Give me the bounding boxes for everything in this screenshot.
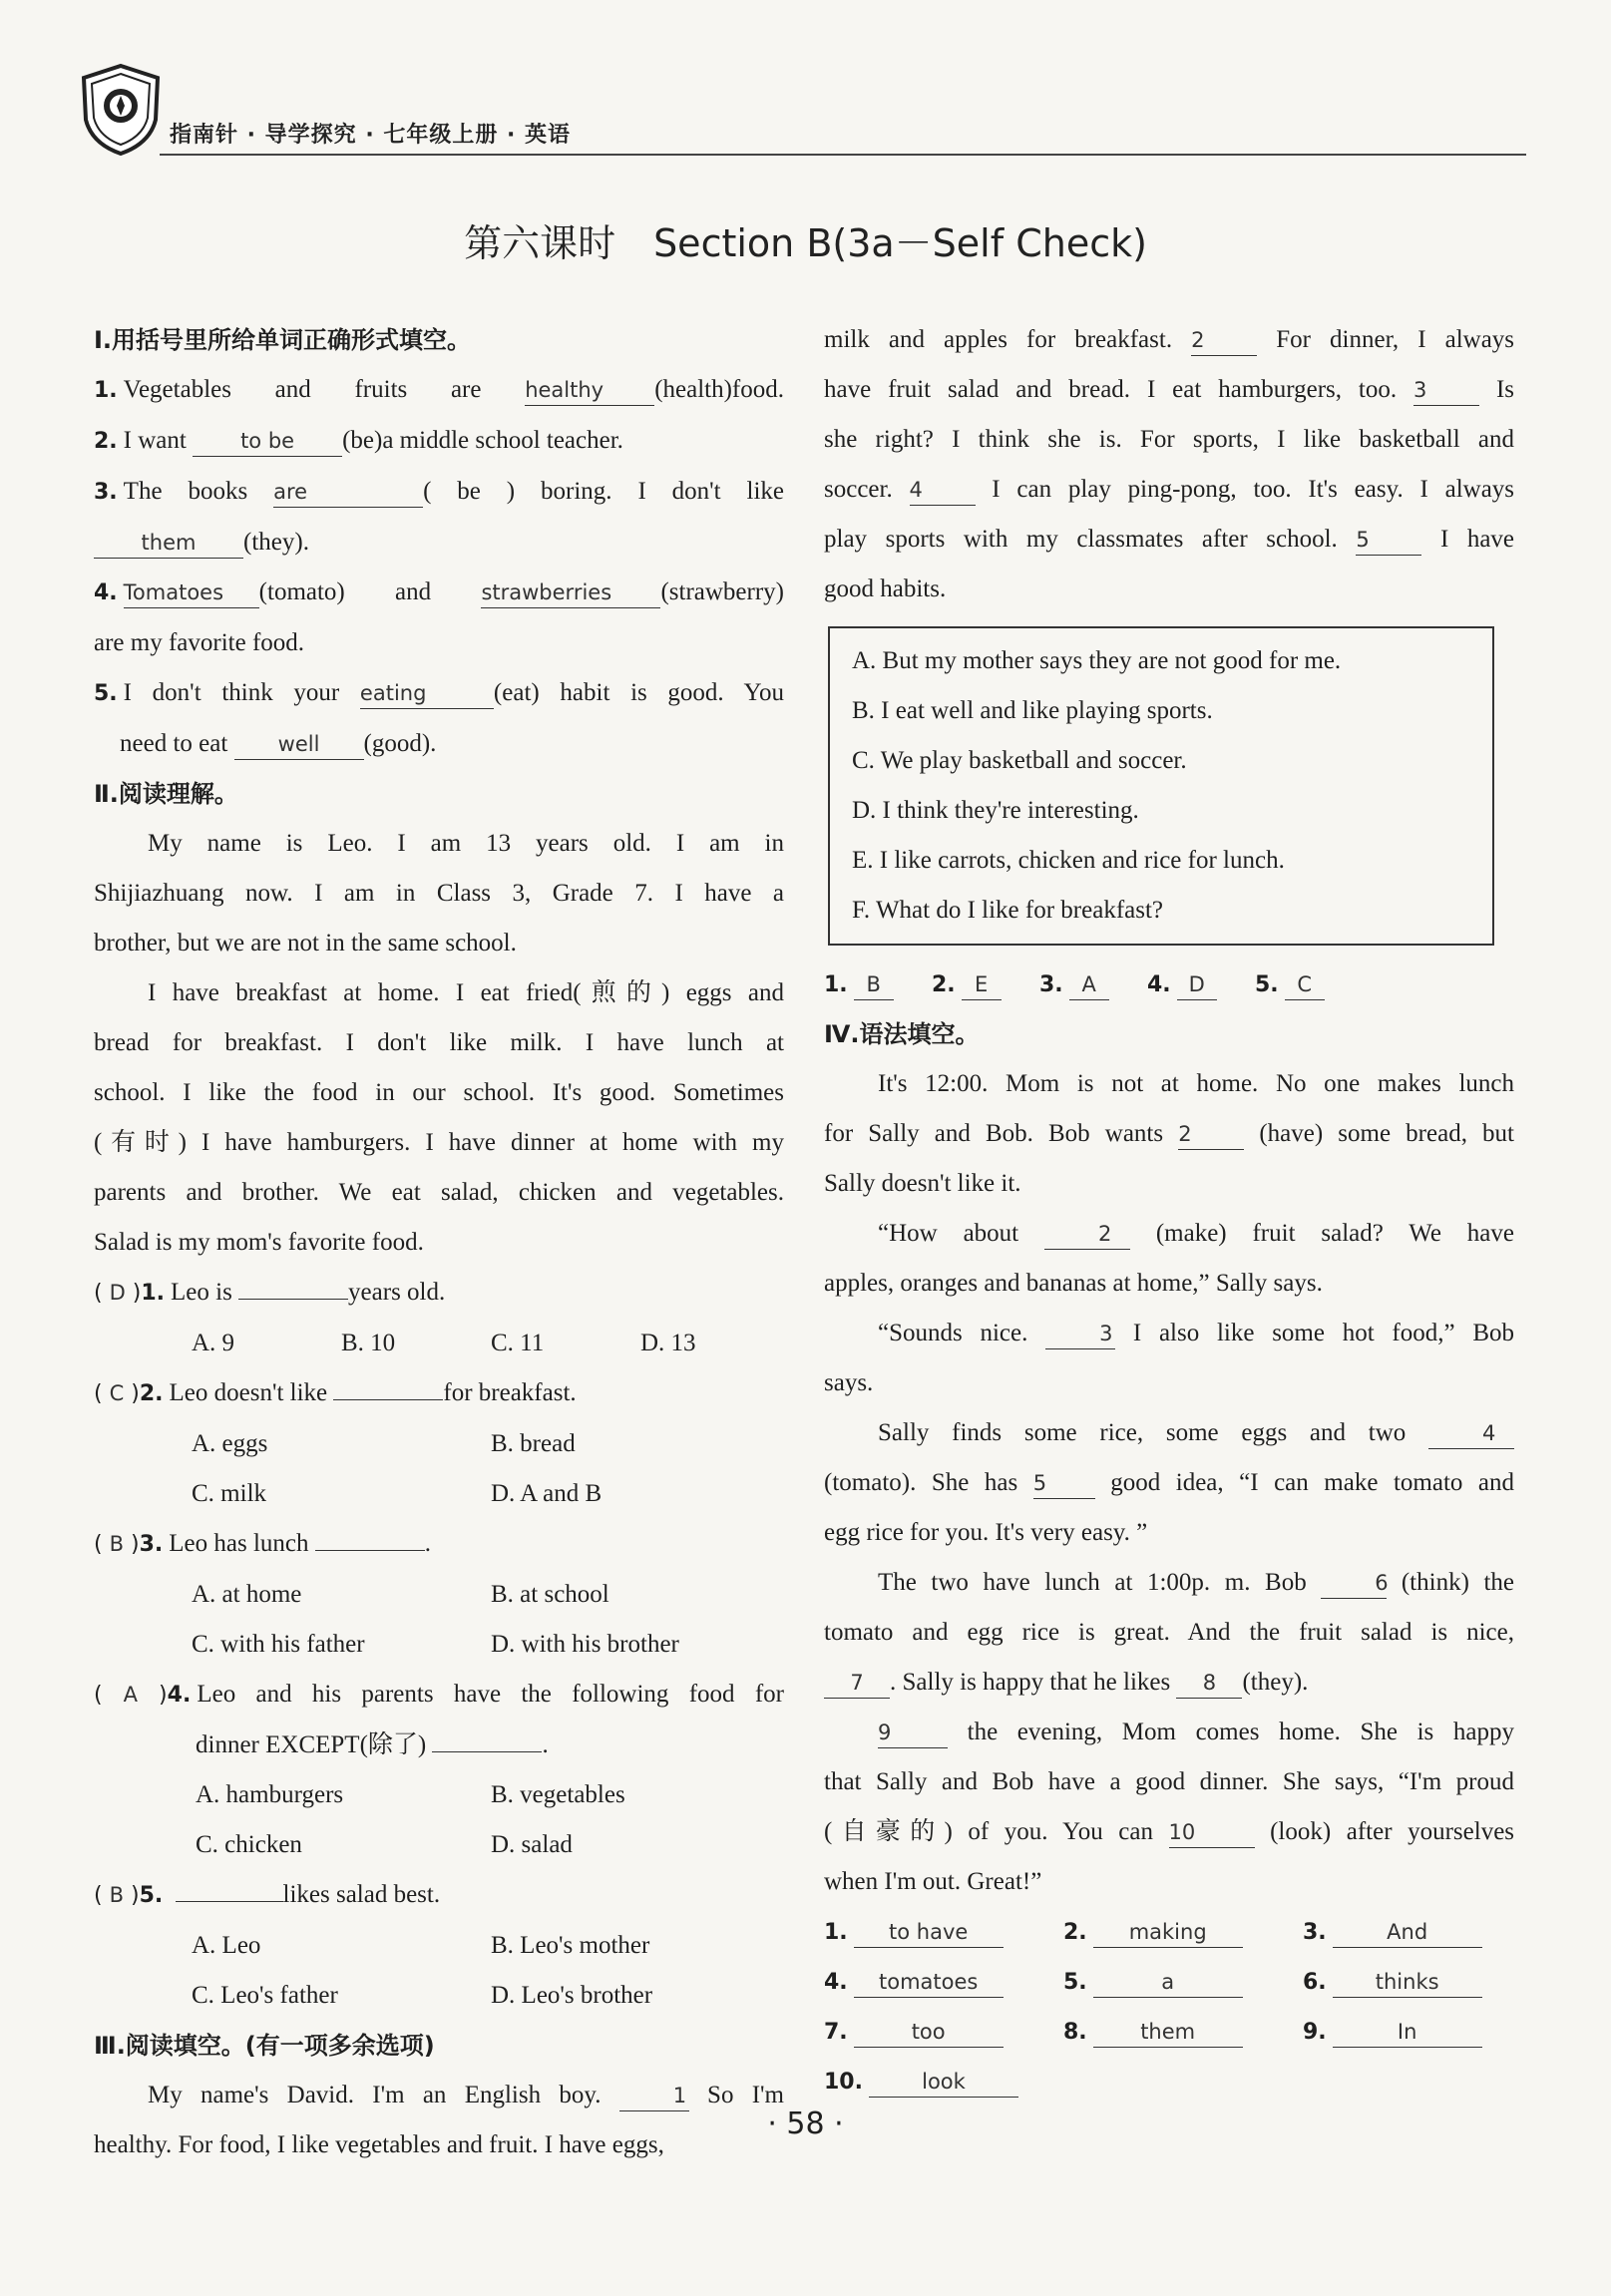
answer-blank[interactable]: A — [1069, 969, 1109, 1000]
answer-blank[interactable]: are — [273, 477, 423, 508]
answer-blank[interactable]: look — [869, 2067, 1018, 2098]
answer-blank[interactable]: D — [1177, 969, 1217, 1000]
options-box — [828, 626, 1494, 946]
section-4-answers-row-1: 1. to have 2. making 3. And — [824, 1907, 1514, 1957]
section-3-heading: Ⅲ.阅读填空。(有一项多余选项) — [94, 2032, 435, 2060]
option-b[interactable]: B. 10 — [341, 1330, 396, 1356]
answer-blank[interactable]: tomatoes — [854, 1967, 1004, 1998]
option-a[interactable]: A. 9 — [192, 1330, 235, 1356]
option-b[interactable]: B. bread — [491, 1430, 576, 1457]
answer-blank[interactable]: 2 — [1044, 1219, 1130, 1250]
section-4-heading: Ⅳ.语法填空。 — [824, 1020, 980, 1048]
mc-answer[interactable]: B — [109, 1532, 124, 1556]
answer-blank[interactable]: In — [1333, 2017, 1482, 2048]
mc-options-1 — [94, 1319, 784, 1368]
answer-blank[interactable]: 2 — [1191, 325, 1257, 356]
answer-blank[interactable]: 6 — [1321, 1568, 1387, 1599]
question-1-2: 2. I want to be (be)a middle school teacher. — [94, 416, 784, 467]
question-blank — [176, 1879, 283, 1902]
option-d[interactable]: D. A and B — [491, 1480, 603, 1507]
option-item: D. I think they're interesting. — [852, 797, 1139, 824]
question-blank — [432, 1729, 542, 1752]
option-a[interactable]: A. hamburgers — [196, 1781, 344, 1808]
answer-blank[interactable]: 1 — [619, 2081, 689, 2111]
mc-options-2 — [94, 1419, 784, 1469]
option-b[interactable]: B. vegetables — [491, 1781, 625, 1808]
option-a[interactable]: A. at home — [192, 1581, 302, 1608]
question-1-4-cont: are my favorite food. — [94, 629, 305, 656]
section-4-answers-row-3: 7. too 8. them 9. In — [824, 2007, 1514, 2057]
answer-blank[interactable]: well — [234, 729, 364, 760]
answer-blank[interactable]: making — [1093, 1917, 1243, 1948]
passage-3-line: healthy. For food, I like vegetables and fruit. I have eggs, — [94, 2131, 664, 2158]
mc-answer[interactable]: D — [109, 1281, 126, 1305]
option-b[interactable]: B. at school — [491, 1581, 609, 1608]
mc-question-5: ( B )5. likes salad best. — [94, 1881, 441, 1908]
section-4-answers-row-4: 10. look — [824, 2057, 1514, 2106]
option-c[interactable]: C. milk — [192, 1480, 267, 1507]
mc-question-1: ( D )1. Leo is years old. — [94, 1279, 446, 1306]
answer-blank[interactable]: to be — [193, 426, 342, 457]
section-4-answers-row-2: 4. tomatoes 5. a 6. thinks — [824, 1957, 1514, 2007]
book-series-title: 指南针 · 导学探究 · 七年级上册 · 英语 — [170, 123, 572, 148]
answer-blank[interactable]: 4 — [1428, 1418, 1514, 1449]
right-column: milk and apples for breakfast. 2 For dinner, I always have fruit salad and bread. I eat hamburgers, too. 3 Is she right? I think she is. For sports, I like basketball and soccer. 4 I can play ping-pong, too. It's easy. I always play sports with my classmates after school. 5 I have good habits. A. But my mother says they are not good for me. B. I eat well and like playing sports. C. We play basketball and soccer. D. I think they're interesting. E. I like carrots, chicken and rice for lunch. F. What do I like for breakfast? 1. B 2. E 3. A 4. D 5. C Ⅳ.语法填空。 It's 12:00. Mom is not at home. No one makes lunch for Sally and Bob. Bob wants 2 (have) some bread, but Sally doesn't like it. “How about 2 (make) fruit salad? We have apples, oranges and bananas at home,” Sally says. “Sounds nice. 3 I also like some hot food,” Bob says. Sally finds some rice, some eggs and two 4 (tomato). She has 5 good idea, “I can make tomato and egg rice for you. It's very easy. ” The two have lunch at 1:00p. m. Bob 6 (think) the tomato and egg rice is great. And the fruit salad is nice, 7 . Sally is happy that he likes 8 (they). 9 the evening, Mom comes home. She is happy that Sally and Bob have a good dinner. She says, “I'm proud (自豪的) of you. You can 10 (look) after yourselves when I'm out. Great!” 1. to have 2. making 3. And 4. tomatoes 5. a 6. thinks 7. too 8. them 9. In 10. look — [824, 315, 1514, 2106]
answer-blank[interactable]: eating — [360, 678, 494, 709]
passage-3-line: My name's David. I'm an English boy. 1 So I'm — [94, 2071, 784, 2120]
answer-blank[interactable]: 4 — [910, 475, 976, 506]
answer-blank[interactable]: B — [854, 969, 894, 1000]
option-a[interactable]: A. Leo — [192, 1932, 261, 1959]
lesson-title: 第六课时 Section B(3a－Self Check) — [464, 221, 1147, 265]
option-d[interactable]: D. 13 — [640, 1330, 696, 1356]
answer-blank[interactable]: 3 — [1413, 375, 1479, 406]
question-1-5-cont: need to eat well (good). — [94, 719, 784, 769]
reading-passage: My name is Leo. I am 13 years old. I am in Shijiazhuang now. I am in Class 3, Grade 7. I have a brother, but we are not in the same school. I have breakfast at home. I eat fried(煎的) eggs and bread for breakfast. I don't like milk. I have lunch at school. I like the food in our school. It's good. Sometimes (有时) I have hamburgers. I have dinner at home with my parents and brother. We eat salad, chicken and vegetables. Salad is my mom's favorite food. — [94, 830, 784, 1256]
option-item: F. What do I like for breakfast? — [852, 897, 1164, 924]
left-column: Ⅰ.用括号里所给单词正确形式填空。 1. Vegetables and fruits are healthy (health)food. 2. I want to be (be)a middle school teacher. 3. The books are ( be ) boring. I don't like them (they). 4. Tomatoes (tomato) and strawberries (strawberry) are my favorite food. 5. I don't think your eating (eat) habit is good. You need to eat well (good). Ⅱ.阅读理解。 My name is Leo. I am 13 years old. I am in Shijiazhuang now. I am in Class 3, Grade 7. I have a brother, but we are not in the same school. I have breakfast at home. I eat fried(煎的) eggs and bread for breakfast. I don't like milk. I have lunch at school. I like the food in our school. It's good. Sometimes (有时) I have hamburgers. I have dinner at home with my parents and brother. We eat salad, chicken and vegetables. Salad is my mom's favorite food. ( D )1. Leo is years old. A. 9 B. 10 C. 11 D. 13 ( C )2. Leo doesn't like for breakfast. A. eggs B. bread C. milk D. A and B ( B )3. Leo has lunch . A. at home B. at school C. with his father D. with his brother ( A )4. Leo and his parents have the following food for dinner EXCEPT(除了) . A. hamburgers B. vegetables C. chicken D. salad ( B )5. likes salad best. A. Leo B. Leo's mother C. Leo's father D. Leo's brother Ⅲ.阅读填空。(有一项多余选项) My name's David. I'm an English boy. 1 So I'm healthy. For food, I like vegetables and fruit. I have eggs, — [94, 315, 784, 2170]
option-d[interactable]: D. with his brother — [491, 1631, 679, 1658]
mc-question-4: ( A )4. Leo and his parents have the following food for — [94, 1681, 785, 1708]
section-2-heading: Ⅱ.阅读理解。 — [94, 780, 238, 808]
option-item: B. I eat well and like playing sports. — [852, 697, 1213, 724]
answer-blank[interactable]: too — [854, 2017, 1004, 2048]
answer-blank[interactable]: them — [94, 528, 243, 559]
mc-options-5 — [94, 1921, 784, 1971]
question-1-4: 4. Tomatoes (tomato) and strawberries (strawberry) — [94, 568, 784, 618]
option-item: C. We play basketball and soccer. — [852, 747, 1187, 774]
answer-blank[interactable]: 5 — [1356, 525, 1421, 556]
page-number: · 58 · — [767, 2106, 844, 2141]
option-item: E. I like carrots, chicken and rice for lunch. — [852, 847, 1285, 874]
answer-blank[interactable]: 2 — [1178, 1119, 1244, 1150]
answer-blank[interactable]: 8 — [1176, 1668, 1242, 1699]
answer-blank[interactable]: them — [1093, 2017, 1243, 2048]
mc-question-3: ( B )3. Leo has lunch . — [94, 1530, 431, 1557]
option-c[interactable]: C. Leo's father — [192, 1982, 338, 2009]
mc-answer[interactable]: A — [123, 1683, 139, 1707]
answer-blank[interactable]: thinks — [1333, 1967, 1482, 1998]
option-c[interactable]: C. chicken — [196, 1831, 302, 1858]
answer-blank[interactable]: And — [1333, 1917, 1482, 1948]
answer-blank[interactable]: 7 — [824, 1668, 890, 1699]
option-item: A. But my mother says they are not good for me. — [852, 647, 1342, 674]
mc-options-3 — [94, 1570, 784, 1620]
question-blank — [315, 1528, 425, 1551]
question-1-3-cont: them (they). — [94, 518, 784, 568]
answer-blank[interactable]: 9 — [878, 1718, 948, 1748]
option-c[interactable]: C. 11 — [491, 1330, 545, 1356]
mc-answer[interactable]: B — [109, 1883, 124, 1907]
option-d[interactable]: D. salad — [491, 1831, 573, 1858]
answer-blank[interactable]: strawberries — [481, 577, 660, 608]
option-b[interactable]: B. Leo's mother — [491, 1932, 650, 1959]
section-3-answers: 1. B 2. E 3. A 4. D 5. C — [824, 959, 1514, 1009]
question-blank — [238, 1277, 348, 1300]
answer-blank[interactable]: Tomatoes — [124, 577, 259, 608]
mc-question-2: ( C )2. Leo doesn't like for breakfast. — [94, 1379, 577, 1406]
header-divider — [160, 154, 1526, 156]
option-c[interactable]: C. with his father — [192, 1631, 365, 1658]
question-blank — [333, 1377, 443, 1400]
question-1-5: 5. I don't think your eating (eat) habit is good. You — [94, 668, 784, 719]
mc-answer[interactable]: C — [109, 1381, 125, 1405]
page-header — [78, 62, 1526, 158]
answer-blank[interactable]: 5 — [1033, 1468, 1095, 1499]
question-1-1: 1. Vegetables and fruits are healthy (health)food. — [94, 365, 784, 416]
answer-blank[interactable]: healthy — [525, 375, 654, 406]
answer-blank[interactable]: C — [1285, 969, 1325, 1000]
mc-options-4 — [94, 1770, 784, 1820]
answer-blank[interactable]: a — [1093, 1967, 1243, 1998]
section-1-heading: Ⅰ.用括号里所给单词正确形式填空。 — [94, 326, 472, 354]
answer-blank[interactable]: E — [962, 969, 1002, 1000]
answer-blank[interactable]: 3 — [1045, 1319, 1115, 1349]
option-a[interactable]: A. eggs — [192, 1430, 268, 1457]
answer-blank[interactable]: to have — [854, 1917, 1004, 1948]
shield-logo-icon — [78, 62, 164, 158]
question-1-3: 3. The books are ( be ) boring. I don't like — [94, 467, 784, 518]
option-d[interactable]: D. Leo's brother — [491, 1982, 653, 2009]
answer-blank[interactable]: 10 — [1169, 1817, 1255, 1848]
